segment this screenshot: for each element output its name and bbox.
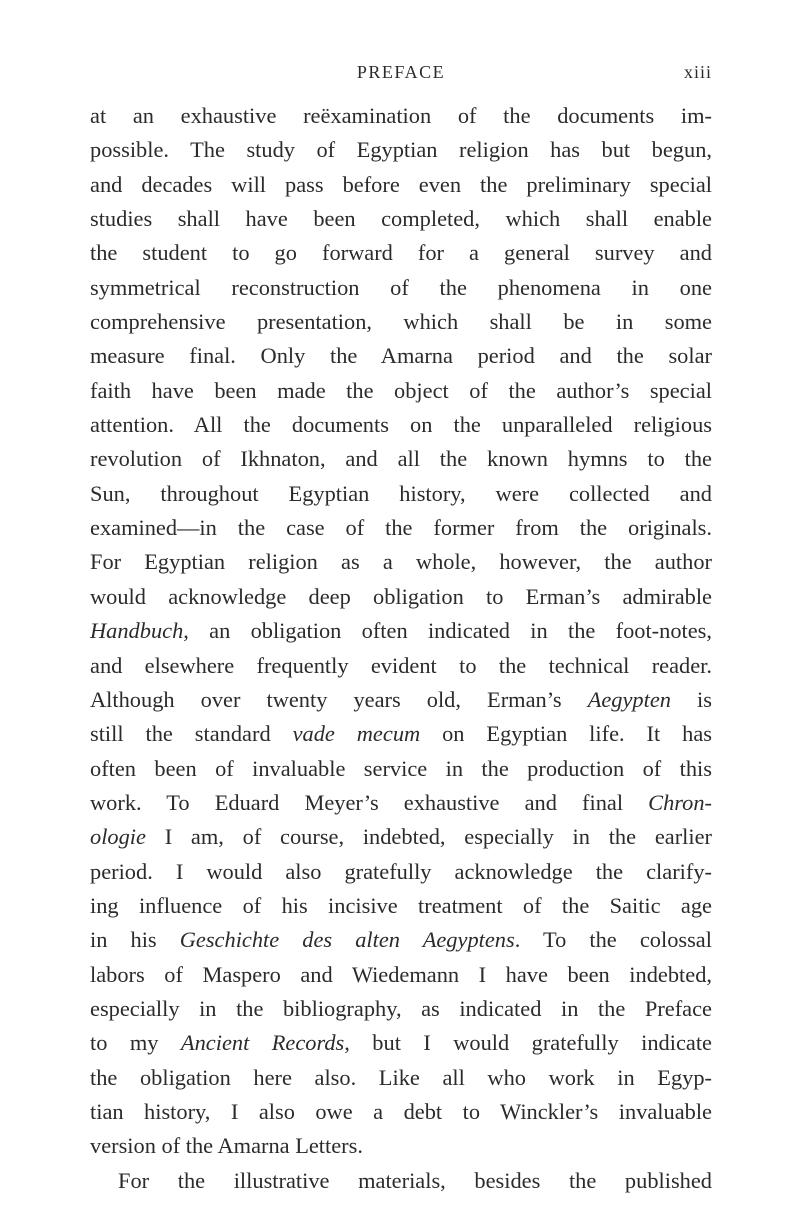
text-line: symmetrical reconstruction of the phenomena in one <box>90 274 712 300</box>
running-head <box>90 62 712 90</box>
italic-title: Ancient Records <box>180 1030 345 1056</box>
text-line: labors of Maspero and Wiedemann I have been indebted, <box>90 961 712 987</box>
text-line: in his Geschichte des alten Aegyptens. To the colossal <box>90 927 712 953</box>
text-line: For Egyptian religion as a whole, however, the author <box>90 549 712 575</box>
text-line: work. To Eduard Meyer’s exhaustive and final Chron- <box>90 789 712 815</box>
italic-phrase: vade mecum <box>292 721 421 747</box>
text-line: and elsewhere frequently evident to the technical reader. <box>90 652 712 678</box>
text-line: at an exhaustive reëxamination of the documents im- <box>90 103 712 128</box>
page-number: xiii <box>683 62 712 82</box>
text-line: version of the Amarna Letters. <box>90 1133 363 1159</box>
running-title: PREFACE <box>356 62 446 82</box>
text-line: revolution of Ikhnaton, and all the known hymns to the <box>90 446 712 472</box>
italic-title: Aegypten <box>587 686 671 712</box>
text-line: tian history, I also owe a debt to Winckler’s invaluable <box>90 1098 712 1124</box>
text-line: measure final. Only the Amarna period and the solar <box>90 343 712 369</box>
text-line: Sun, throughout Egyptian history, were collected and <box>90 480 712 506</box>
text-line: Although over twenty years old, Erman’s Aegypten is <box>90 686 712 712</box>
text-line: ing influence of his incisive treatment of the Saitic age <box>90 892 712 918</box>
text-line: the obligation here also. Like all who work in Egyp- <box>90 1064 712 1090</box>
text-line: possible. The study of Egyptian religion has but begun, <box>90 137 712 163</box>
text-line: studies shall have been completed, which shall enable <box>90 206 712 232</box>
text-line: would acknowledge deep obligation to Erman’s admirable <box>90 583 712 609</box>
text-line: attention. All the documents on the unparalleled religious <box>90 412 712 438</box>
body-text <box>90 99 712 1198</box>
text-line: period. I would also gratefully acknowledge the clarify- <box>90 858 712 884</box>
text-line: ologie I am, of course, indebted, especially in the earlier <box>90 824 712 850</box>
text-line: Handbuch, an obligation often indicated in the foot-notes, <box>90 618 712 644</box>
text-line: and decades will pass before even the preliminary special <box>90 171 712 197</box>
text-line: For the illustrative materials, besides the published <box>118 1167 712 1193</box>
italic-title: Geschichte des alten Aegyptens <box>179 927 515 953</box>
text-line: comprehensive presentation, which shall be in some <box>90 309 712 335</box>
text-line: examined—in the case of the former from the originals. <box>90 515 712 541</box>
italic-title: Chron- <box>648 789 712 815</box>
text-line: often been of invaluable service in the production of this <box>90 755 712 781</box>
text-line: especially in the bibliography, as indicated in the Preface <box>90 995 712 1021</box>
italic-title: Handbuch <box>90 618 184 644</box>
text-line: the student to go forward for a general survey and <box>90 240 712 266</box>
text-line: to my Ancient Records, but I would gratefully indicate <box>90 1030 712 1056</box>
text-line: still the standard vade mecum on Egyptian life. It has <box>90 721 712 747</box>
italic-title: ologie <box>90 824 146 850</box>
text-line: faith have been made the object of the author’s special <box>90 377 712 403</box>
